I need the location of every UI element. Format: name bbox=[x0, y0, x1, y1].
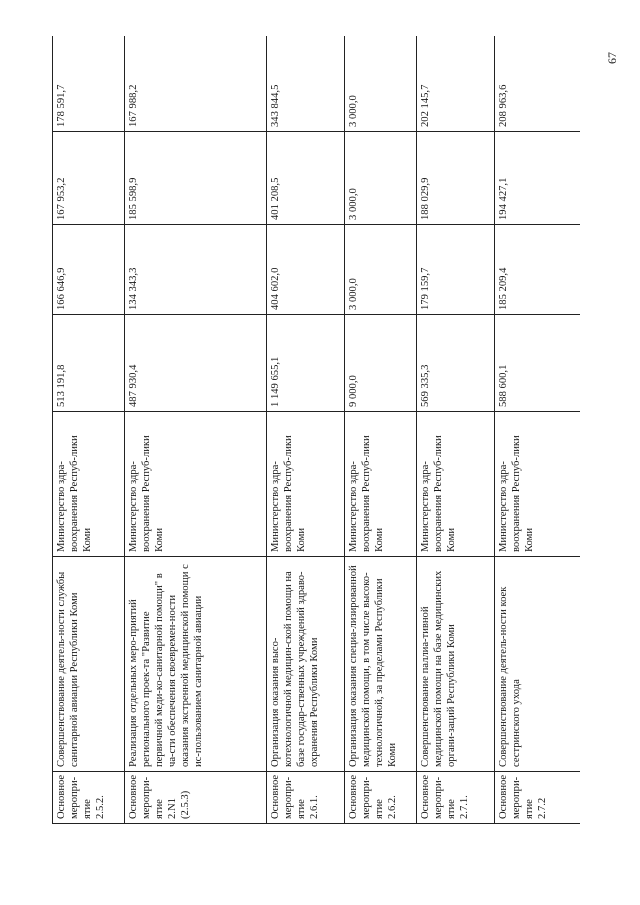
row-value-3: 185 598,9 bbox=[125, 132, 267, 225]
rotated-table-area bbox=[52, 36, 580, 824]
row-executor: Министерство здра-воохранения Респуб-лики Коми bbox=[345, 412, 417, 557]
row-value-3: 194 427,1 bbox=[495, 132, 581, 225]
row-value-3: 401 208,5 bbox=[267, 132, 345, 225]
row-value-2: 3 000,0 bbox=[345, 225, 417, 315]
row-value-1: 588 600,1 bbox=[495, 315, 581, 412]
row-value-1: 569 335,3 bbox=[417, 315, 495, 412]
row-value-4: 3 000,0 bbox=[345, 36, 417, 132]
table-row bbox=[417, 36, 495, 824]
table-row bbox=[345, 36, 417, 824]
row-value-1: 9 000,0 bbox=[345, 315, 417, 412]
row-value-4: 167 988,2 bbox=[125, 36, 267, 132]
row-code: Основное меропри-ятие 2.N1 (2.5.3) bbox=[125, 772, 267, 824]
table-rotor bbox=[52, 36, 580, 824]
row-value-2: 185 209,4 bbox=[495, 225, 581, 315]
row-name: Реализация отдельных меро-приятий регионального проек-та "Развитие первичной меди-ко-санитарной помощи" в ча-сти обеспечения своевремен-ности оказания экстренной медицинской помощи с ис-пользованием санитарной авиации bbox=[125, 557, 267, 772]
row-code: Основное меропри-ятие 2.7.1. bbox=[417, 772, 495, 824]
row-code: Основное меропри-ятие 2.6.1. bbox=[267, 772, 345, 824]
row-executor: Министерство здра-воохранения Респуб-лики Коми bbox=[125, 412, 267, 557]
row-value-3: 188 029,9 bbox=[417, 132, 495, 225]
page-number: 67 bbox=[605, 52, 619, 64]
row-executor: Министерство здра-воохранения Респуб-лики Коми bbox=[53, 412, 125, 557]
row-value-3: 3 000,0 bbox=[345, 132, 417, 225]
row-executor: Министерство здра-воохранения Респуб-лики Коми bbox=[495, 412, 581, 557]
budget-table bbox=[52, 36, 580, 824]
row-name: Совершенствование паллиа-тивной медицинской помощи на базе медицинских органи-заций Республики Коми bbox=[417, 557, 495, 772]
row-name: Совершенствование деятель-ности службы санитарной авиации Республики Коми bbox=[53, 557, 125, 772]
row-value-2: 166 646,9 bbox=[53, 225, 125, 315]
table-row bbox=[53, 36, 125, 824]
row-name: Организация оказания специа-лизированной медицинской помощи, в том числе высоко-технологичной, за пределами Республики Коми bbox=[345, 557, 417, 772]
row-code: Основное меропри-ятие 2.6.2. bbox=[345, 772, 417, 824]
row-value-2: 134 343,3 bbox=[125, 225, 267, 315]
table-row bbox=[125, 36, 267, 824]
row-value-1: 513 191,8 bbox=[53, 315, 125, 412]
row-executor: Министерство здра-воохранения Респуб-лики Коми bbox=[417, 412, 495, 557]
row-value-3: 167 953,2 bbox=[53, 132, 125, 225]
row-value-4: 208 963,6 bbox=[495, 36, 581, 132]
row-code: Основное меропри-ятие 2.5.2. bbox=[53, 772, 125, 824]
row-executor: Министерство здра-воохранения Респуб-лики Коми bbox=[267, 412, 345, 557]
row-value-4: 178 591,7 bbox=[53, 36, 125, 132]
row-value-1: 1 149 655,1 bbox=[267, 315, 345, 412]
row-value-2: 179 159,7 bbox=[417, 225, 495, 315]
table-row bbox=[495, 36, 581, 824]
row-code: Основное меропри-ятие 2.7.2 bbox=[495, 772, 581, 824]
row-value-2: 404 602,0 bbox=[267, 225, 345, 315]
row-name: Совершенствование деятель-ности коек сестринского ухода bbox=[495, 557, 581, 772]
row-value-4: 202 145,7 bbox=[417, 36, 495, 132]
row-value-4: 343 844,5 bbox=[267, 36, 345, 132]
row-name: Организация оказания высо-котехнологичной медицин-ской помощи на базе государ-ственных учреждений здраво-охранения Республики Коми bbox=[267, 557, 345, 772]
table-row bbox=[267, 36, 345, 824]
row-value-1: 487 930,4 bbox=[125, 315, 267, 412]
